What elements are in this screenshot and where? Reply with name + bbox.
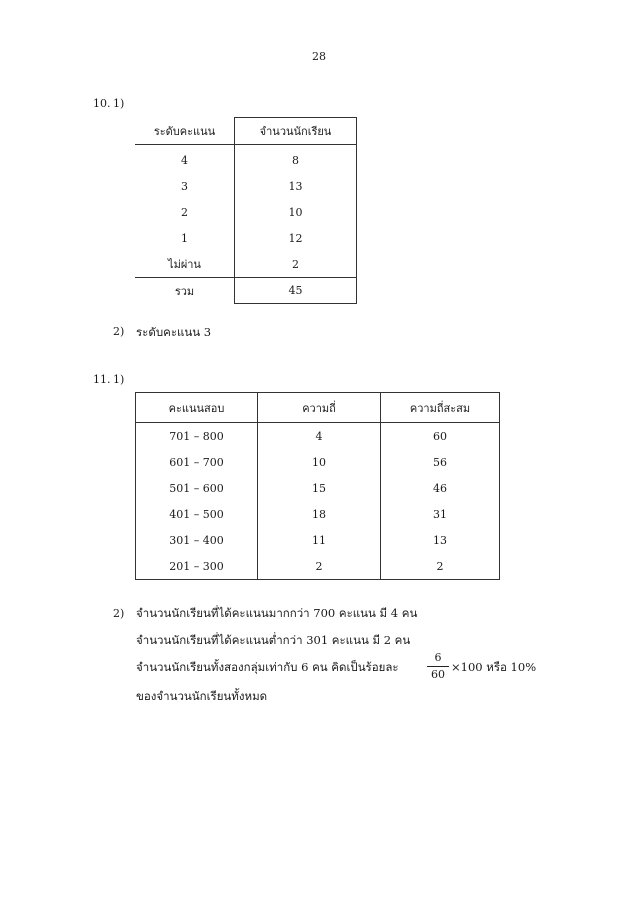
count-cell: 10 (235, 199, 357, 225)
q11-number: 11. (93, 373, 111, 386)
q11-part2-label: 2) (113, 607, 125, 620)
cumulative-cell: 31 (381, 501, 500, 527)
page-number: 28 (312, 50, 326, 63)
grade-cell: 4 (181, 153, 188, 167)
table-header-row (135, 118, 357, 145)
table-row (136, 527, 500, 553)
table-row (135, 173, 357, 199)
total-row (135, 278, 357, 304)
frequency-cell: 18 (258, 501, 381, 527)
grade-cell: 2 (181, 205, 188, 219)
score-range-cell: 201 – 300 (169, 559, 224, 573)
score-range-cell: 401 – 500 (169, 507, 224, 521)
table-row (136, 449, 500, 475)
table-row (136, 475, 500, 501)
q11-part1-label: 1) (113, 373, 125, 386)
count-cell: 2 (235, 251, 357, 278)
q10-part2-answer: ระดับคะแนน 3 (136, 325, 212, 339)
cumulative-cell: 2 (381, 553, 500, 580)
header-grade-level: ระดับคะแนน (135, 118, 235, 145)
answer-line-2: จำนวนนักเรียนที่ได้คะแนนต่ำกว่า 301 คะแนน มี 2 คน (136, 633, 411, 647)
table-row (136, 423, 500, 450)
table-row (136, 553, 500, 580)
count-cell: 12 (235, 225, 357, 251)
cumulative-cell: 60 (381, 423, 500, 450)
fraction-numerator: 6 (427, 650, 449, 667)
cumulative-cell: 56 (381, 449, 500, 475)
total-label: รวม (135, 278, 235, 304)
table-row (136, 501, 500, 527)
q10-number: 10. (93, 97, 111, 110)
frequency-table (135, 392, 500, 580)
score-range-cell: 301 – 400 (169, 533, 224, 547)
frequency-cell: 2 (258, 553, 381, 580)
total-value: 45 (235, 278, 357, 304)
q10-part1-label: 1) (113, 97, 125, 110)
table-row (135, 225, 357, 251)
cumulative-cell: 46 (381, 475, 500, 501)
header-score: คะแนนสอบ (136, 393, 258, 423)
grade-cell: ไม่ผ่าน (168, 258, 201, 271)
fraction (427, 650, 449, 683)
table-row (135, 145, 357, 174)
score-range-cell: 601 – 700 (169, 455, 224, 469)
header-cumulative-frequency: ความถี่สะสม (381, 393, 500, 423)
table-header-row (136, 393, 500, 423)
score-range-cell: 701 – 800 (169, 429, 224, 443)
score-range-cell: 501 – 600 (169, 481, 224, 495)
grade-table (135, 117, 357, 304)
frequency-cell: 11 (258, 527, 381, 553)
grade-cell: 1 (181, 231, 188, 245)
fraction-denominator: 60 (431, 668, 445, 681)
table-row (135, 251, 357, 278)
frequency-cell: 10 (258, 449, 381, 475)
answer-line-4: ของจำนวนนักเรียนทั้งหมด (136, 689, 268, 703)
cumulative-cell: 13 (381, 527, 500, 553)
header-frequency: ความถี่ (258, 393, 381, 423)
count-cell: 13 (235, 173, 357, 199)
frequency-cell: 15 (258, 475, 381, 501)
grade-cell: 3 (181, 179, 188, 193)
frequency-cell: 4 (258, 423, 381, 450)
answer-line-3: จำนวนนักเรียนทั้งสองกลุ่มเท่ากับ 6 คน คิดเป็นร้อยละ (136, 660, 399, 674)
count-cell: 8 (235, 145, 357, 174)
q10-part2-label: 2) (113, 325, 125, 338)
answer-line-1: จำนวนนักเรียนที่ได้คะแนนมากกว่า 700 คะแนน มี 4 คน (136, 606, 418, 620)
table-row (135, 199, 357, 225)
header-student-count: จำนวนนักเรียน (235, 118, 357, 145)
percentage-result: ×100 หรือ 10% (451, 660, 537, 674)
